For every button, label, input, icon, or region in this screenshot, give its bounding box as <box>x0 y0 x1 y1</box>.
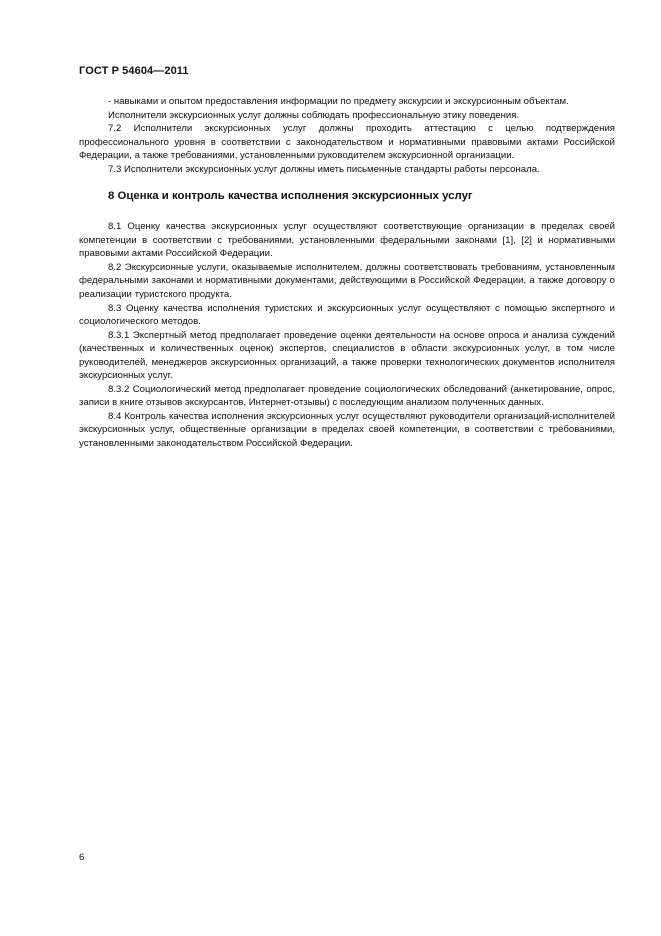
paragraph-8-3-2: 8.3.2 Социологический метод предполагает проведение социологических обследований (анкетирование, опрос, записи в книге отзывов экскурсантов, Интернет-отзывы) с последующим анализом полученных данных. <box>79 383 615 409</box>
paragraph-skills-item: - навыками и опытом предоставления информации по предмету экскурсии и экскурсионным объектам. <box>108 96 569 107</box>
document-body <box>79 95 615 451</box>
paragraph-7-2: 7.2 Исполнители экскурсионных услуг должны проходить аттестацию с целью подтверждения профессионального уровня в соответствии с законодательством и нормативными правовыми актами Российской Федерации, а также требованиями, установленными руководителем экскурсионной организации. <box>79 123 615 162</box>
paragraph-8-3-1: 8.3.1 Экспертный метод предполагает проведение оценки деятельности на основе опроса и анализа суждений (качественных и количественных оценок) экспертов, специалистов в области экскурсионных услуг, в том числе руководителей, менеджеров экскурсионных организаций, а также проверки технологических документов исполнителя экскурсионных услуг. <box>79 329 615 382</box>
paragraph-8-2: 8.2 Экскурсионные услуги, оказываемые исполнителем, должны соответствовать требованиям, установленным федеральными законами и нормативными документами, действующими в Российской Федерации, а также договору о реализации туристского продукта. <box>79 261 615 301</box>
paragraph-8-3: 8.3 Оценку качества исполнения туристских и экскурсионных услуг осуществляют с помощью экспертного и социологического методов. <box>79 302 615 328</box>
paragraph-8-1: 8.1 Оценку качества экскурсионных услуг осуществляют соответствующие организации в пределах своей компетенции в соответствии с требованиями, установленными федеральными законами [1], [2] и нормативными правовыми актами Российской Федерации. <box>79 221 615 260</box>
paragraph-professional-ethics: Исполнители экскурсионных услуг должны соблюдать профессиональную этику поведения. <box>108 109 520 121</box>
paragraph-7-3: 7.3 Исполнители экскурсионных услуг должны иметь письменные стандарты работы персонала. <box>108 163 540 175</box>
standard-code-header: ГОСТ Р 54604—2011 <box>79 65 189 77</box>
section-8-heading: 8 Оценка и контроль качества исполнения экскурсионных услуг <box>108 190 473 203</box>
page-number: 6 <box>79 852 85 863</box>
paragraph-8-4: 8.4 Контроль качества исполнения экскурсионных услуг осуществляют руководители организаций-исполнителей экскурсионных услуг, общественные организации в пределах своей компетенции, в соответствии с требованиями, установленными законодательством Российской Федерации. <box>79 410 615 450</box>
